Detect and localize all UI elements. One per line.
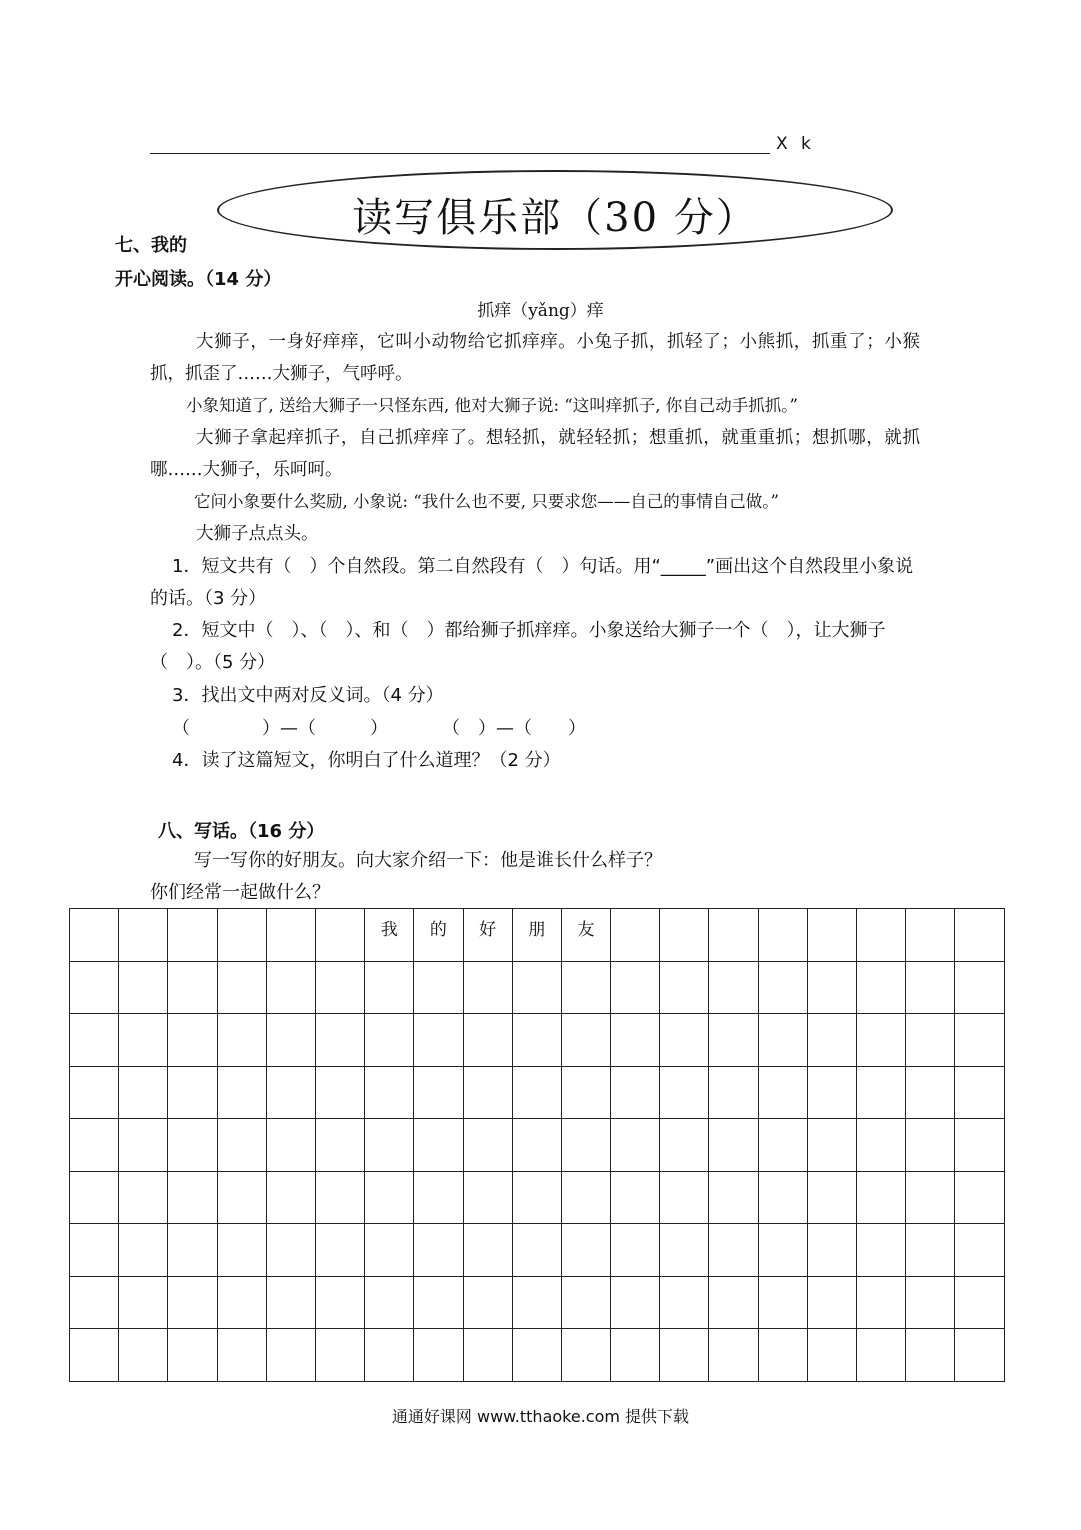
grid-cell[interactable] [463, 961, 512, 1014]
grid-cell[interactable] [365, 1171, 414, 1224]
grid-cell[interactable] [266, 1119, 315, 1172]
grid-cell[interactable] [315, 1066, 364, 1119]
grid-cell[interactable] [463, 1224, 512, 1277]
grid-cell[interactable] [414, 961, 463, 1014]
grid-row [70, 1224, 1005, 1277]
grid-cell[interactable] [807, 961, 856, 1014]
section7-heading-line2: 开心阅读。（14 分） [115, 269, 282, 290]
grid-cell[interactable] [561, 1066, 610, 1119]
grid-cell-char: 的 [429, 920, 447, 940]
grid-cell[interactable] [119, 961, 168, 1014]
grid-cell[interactable] [70, 1276, 119, 1329]
grid-cell[interactable] [660, 909, 709, 962]
grid-cell[interactable] [315, 961, 364, 1014]
grid-cell[interactable] [807, 909, 856, 962]
grid-cell[interactable] [315, 1224, 364, 1277]
grid-cell[interactable] [217, 1014, 266, 1067]
passage-paragraph-1: 大狮子，一身好痒痒，它叫小动物给它抓痒痒。小兔子抓，抓轻了；小熊抓，抓重了；小猴抓，抓歪了……大狮子，气呼呼。 [150, 332, 920, 384]
grid-cell[interactable] [611, 909, 660, 962]
grid-cell[interactable] [463, 1276, 512, 1329]
page-title: 读写俱乐部（30 分） [352, 195, 758, 241]
grid-cell[interactable] [119, 1066, 168, 1119]
grid-cell[interactable] [758, 1224, 807, 1277]
grid-cell[interactable] [168, 1329, 217, 1382]
grid-cell[interactable] [807, 1329, 856, 1382]
grid-cell[interactable] [709, 1224, 758, 1277]
grid-cell[interactable] [857, 961, 906, 1014]
grid-cell[interactable] [906, 1066, 955, 1119]
grid-cell[interactable] [807, 1224, 856, 1277]
grid-cell[interactable] [463, 909, 512, 962]
grid-cell[interactable] [414, 1224, 463, 1277]
grid-cell[interactable] [561, 909, 610, 962]
grid-cell[interactable] [906, 1119, 955, 1172]
grid-cell[interactable] [512, 1171, 561, 1224]
grid-cell[interactable] [758, 909, 807, 962]
grid-cell[interactable] [709, 1171, 758, 1224]
grid-cell[interactable] [660, 1119, 709, 1172]
grid-cell[interactable] [955, 961, 1004, 1014]
grid-cell[interactable] [758, 1329, 807, 1382]
grid-cell[interactable] [463, 1171, 512, 1224]
grid-cell[interactable] [315, 909, 364, 962]
grid-cell[interactable] [463, 1119, 512, 1172]
grid-cell[interactable] [807, 1119, 856, 1172]
grid-cell[interactable] [315, 1276, 364, 1329]
grid-cell[interactable] [758, 1014, 807, 1067]
grid-cell[interactable] [955, 1014, 1004, 1067]
grid-row [70, 1066, 1005, 1119]
header-rule [150, 153, 770, 154]
grid-cell[interactable] [463, 1014, 512, 1067]
grid-cell[interactable] [857, 1171, 906, 1224]
question-3: 3．找出文中两对反义词。（4 分） [172, 685, 444, 706]
passage-title: 抓痒（yǎng）痒 [477, 301, 604, 321]
grid-cell[interactable] [561, 1224, 610, 1277]
grid-cell[interactable] [119, 1171, 168, 1224]
grid-cell[interactable] [414, 1276, 463, 1329]
grid-cell[interactable] [365, 1119, 414, 1172]
grid-cell[interactable] [709, 1119, 758, 1172]
grid-cell[interactable] [168, 1276, 217, 1329]
grid-cell[interactable] [119, 1224, 168, 1277]
grid-cell[interactable] [758, 1171, 807, 1224]
question-2: 2．短文中（ ）、（ ）、和（ ）都给狮子抓痒痒。小象送给大狮子一个（ ），让大狮子（ ）。（5 分） [150, 620, 886, 673]
grid-cell[interactable] [955, 1329, 1004, 1382]
grid-cell[interactable] [266, 1014, 315, 1067]
grid-cell[interactable] [561, 1014, 610, 1067]
grid-cell[interactable] [955, 1276, 1004, 1329]
grid-cell[interactable] [660, 961, 709, 1014]
grid-cell[interactable] [512, 1119, 561, 1172]
grid-cell[interactable] [168, 909, 217, 962]
grid-cell[interactable] [217, 909, 266, 962]
grid-cell[interactable] [561, 1171, 610, 1224]
question-4: 4．读了这篇短文，你明白了什么道理？（2 分） [172, 750, 561, 771]
question-1: 1．短文共有（ ）个自然段。第二自然段有（ ）句话。用“_____”画出这个自然段里小象说的话。（3 分） [150, 556, 914, 609]
grid-cell[interactable] [955, 1171, 1004, 1224]
section8-heading: 八、写话。（16 分） [158, 821, 325, 842]
grid-cell[interactable] [906, 1224, 955, 1277]
grid-cell[interactable] [70, 1329, 119, 1382]
grid-cell[interactable] [512, 1276, 561, 1329]
grid-cell[interactable] [315, 1329, 364, 1382]
section8-prompt-line2: 你们经常一起做什么？ [150, 882, 330, 903]
grid-row [70, 1329, 1005, 1382]
grid-cell[interactable] [512, 909, 561, 962]
section7-heading-line1: 七、我的 [115, 235, 187, 256]
grid-cell[interactable] [168, 1224, 217, 1277]
grid-cell-char: 好 [479, 920, 497, 940]
grid-cell-char: 友 [577, 920, 595, 940]
grid-cell[interactable] [70, 961, 119, 1014]
grid-cell[interactable] [512, 1224, 561, 1277]
grid-cell[interactable] [365, 1329, 414, 1382]
grid-cell[interactable] [512, 961, 561, 1014]
grid-cell[interactable] [463, 1066, 512, 1119]
grid-cell[interactable] [217, 961, 266, 1014]
grid-cell[interactable] [463, 1329, 512, 1382]
grid-cell[interactable] [807, 1014, 856, 1067]
grid-cell[interactable] [660, 1276, 709, 1329]
grid-cell[interactable] [168, 1171, 217, 1224]
passage-paragraph-3: 大狮子拿起痒抓子，自己抓痒痒了。想轻抓，就轻轻抓；想重抓，就重重抓；想抓哪，就抓哪……大狮子，乐呵呵。 [150, 428, 920, 480]
grid-cell[interactable] [906, 1329, 955, 1382]
grid-cell[interactable] [365, 1276, 414, 1329]
grid-cell[interactable] [611, 1276, 660, 1329]
grid-cell[interactable] [414, 1171, 463, 1224]
grid-cell[interactable] [365, 961, 414, 1014]
grid-cell[interactable] [266, 1066, 315, 1119]
grid-cell[interactable] [906, 1276, 955, 1329]
grid-cell[interactable] [758, 1119, 807, 1172]
grid-cell[interactable] [70, 1171, 119, 1224]
grid-cell[interactable] [709, 1329, 758, 1382]
footer-credit: 通通好课网 www.tthaoke.com 提供下载 [391, 1407, 690, 1426]
grid-cell-char: 我 [380, 920, 398, 940]
grid-cell[interactable] [315, 1171, 364, 1224]
grid-cell[interactable] [709, 1276, 758, 1329]
grid-cell[interactable] [70, 1224, 119, 1277]
grid-cell[interactable] [266, 1276, 315, 1329]
grid-cell[interactable] [266, 909, 315, 962]
header-corner-mark: X k [776, 134, 815, 154]
grid-cell[interactable] [512, 1066, 561, 1119]
grid-cell[interactable] [906, 1171, 955, 1224]
grid-cell-char: 朋 [528, 920, 546, 940]
grid-cell[interactable] [857, 909, 906, 962]
grid-cell[interactable] [955, 1119, 1004, 1172]
grid-cell[interactable] [611, 1119, 660, 1172]
grid-cell[interactable] [217, 1119, 266, 1172]
grid-cell[interactable] [70, 1066, 119, 1119]
grid-cell[interactable] [857, 1014, 906, 1067]
grid-cell[interactable] [217, 1171, 266, 1224]
passage-paragraph-5: 大狮子点点头。 [196, 524, 319, 544]
grid-cell[interactable] [611, 1224, 660, 1277]
grid-cell[interactable] [217, 1276, 266, 1329]
grid-cell[interactable] [119, 1276, 168, 1329]
grid-cell[interactable] [955, 1066, 1004, 1119]
grid-cell[interactable] [217, 1066, 266, 1119]
grid-cell[interactable] [807, 1276, 856, 1329]
grid-cell[interactable] [758, 1066, 807, 1119]
grid-cell[interactable] [414, 1014, 463, 1067]
grid-cell[interactable] [119, 1119, 168, 1172]
grid-cell[interactable] [955, 1224, 1004, 1277]
grid-cell[interactable] [365, 1066, 414, 1119]
writing-grid [69, 908, 1005, 1382]
grid-cell[interactable] [315, 1119, 364, 1172]
grid-cell[interactable] [906, 961, 955, 1014]
grid-row [70, 909, 1005, 962]
grid-cell[interactable] [857, 1276, 906, 1329]
grid-cell[interactable] [70, 909, 119, 962]
grid-cell[interactable] [906, 1014, 955, 1067]
grid-cell[interactable] [709, 1014, 758, 1067]
grid-cell[interactable] [168, 961, 217, 1014]
grid-cell[interactable] [414, 909, 463, 962]
grid-cell[interactable] [857, 1224, 906, 1277]
grid-row [70, 1119, 1005, 1172]
grid-cell[interactable] [660, 1014, 709, 1067]
grid-cell[interactable] [512, 1329, 561, 1382]
grid-cell[interactable] [561, 961, 610, 1014]
grid-cell[interactable] [758, 1276, 807, 1329]
grid-cell[interactable] [414, 1329, 463, 1382]
grid-cell[interactable] [266, 961, 315, 1014]
passage-paragraph-2: 小象知道了, 送给大狮子一只怪东西, 他对大狮子说: “这叫痒抓子, 你自己动手抓抓。” [186, 396, 798, 415]
grid-cell[interactable] [709, 961, 758, 1014]
grid-cell[interactable] [709, 909, 758, 962]
grid-cell[interactable] [758, 961, 807, 1014]
grid-cell[interactable] [315, 1014, 364, 1067]
grid-cell[interactable] [266, 1329, 315, 1382]
grid-cell[interactable] [119, 909, 168, 962]
grid-cell[interactable] [70, 1119, 119, 1172]
grid-cell[interactable] [168, 1119, 217, 1172]
section8-prompt-line1: 写一写你的好朋友。向大家介绍一下：他是谁长什么样子？ [194, 850, 662, 871]
grid-cell[interactable] [660, 1224, 709, 1277]
grid-cell[interactable] [365, 909, 414, 962]
grid-cell[interactable] [709, 1066, 758, 1119]
grid-cell[interactable] [119, 1329, 168, 1382]
grid-cell[interactable] [561, 1329, 610, 1382]
grid-row [70, 961, 1005, 1014]
grid-cell[interactable] [857, 1119, 906, 1172]
grid-row [70, 1171, 1005, 1224]
grid-cell[interactable] [660, 1171, 709, 1224]
grid-cell[interactable] [955, 909, 1004, 962]
grid-cell[interactable] [217, 1224, 266, 1277]
grid-cell[interactable] [611, 1066, 660, 1119]
grid-row [70, 1276, 1005, 1329]
grid-cell[interactable] [414, 1066, 463, 1119]
grid-row [70, 1014, 1005, 1067]
grid-cell[interactable] [807, 1171, 856, 1224]
grid-cell[interactable] [660, 1329, 709, 1382]
grid-cell[interactable] [660, 1066, 709, 1119]
grid-cell[interactable] [266, 1171, 315, 1224]
question-3-answer-blanks: （ ）—（ ） （ ）—（ ） [172, 718, 586, 739]
grid-cell[interactable] [561, 1276, 610, 1329]
grid-cell[interactable] [611, 961, 660, 1014]
grid-cell[interactable] [561, 1119, 610, 1172]
grid-cell[interactable] [217, 1329, 266, 1382]
grid-cell[interactable] [168, 1014, 217, 1067]
grid-cell[interactable] [906, 909, 955, 962]
grid-cell[interactable] [857, 1066, 906, 1119]
grid-cell[interactable] [807, 1066, 856, 1119]
grid-cell[interactable] [512, 1014, 561, 1067]
grid-cell[interactable] [857, 1329, 906, 1382]
grid-cell[interactable] [70, 1014, 119, 1067]
grid-cell[interactable] [611, 1329, 660, 1382]
passage-paragraph-4: 它问小象要什么奖励, 小象说: “我什么也不要, 只要求您——自己的事情自己做。” [194, 492, 779, 511]
grid-cell[interactable] [611, 1014, 660, 1067]
grid-cell[interactable] [365, 1014, 414, 1067]
grid-cell[interactable] [611, 1171, 660, 1224]
grid-cell[interactable] [365, 1224, 414, 1277]
grid-cell[interactable] [168, 1066, 217, 1119]
grid-cell[interactable] [266, 1224, 315, 1277]
grid-cell[interactable] [414, 1119, 463, 1172]
grid-cell[interactable] [119, 1014, 168, 1067]
